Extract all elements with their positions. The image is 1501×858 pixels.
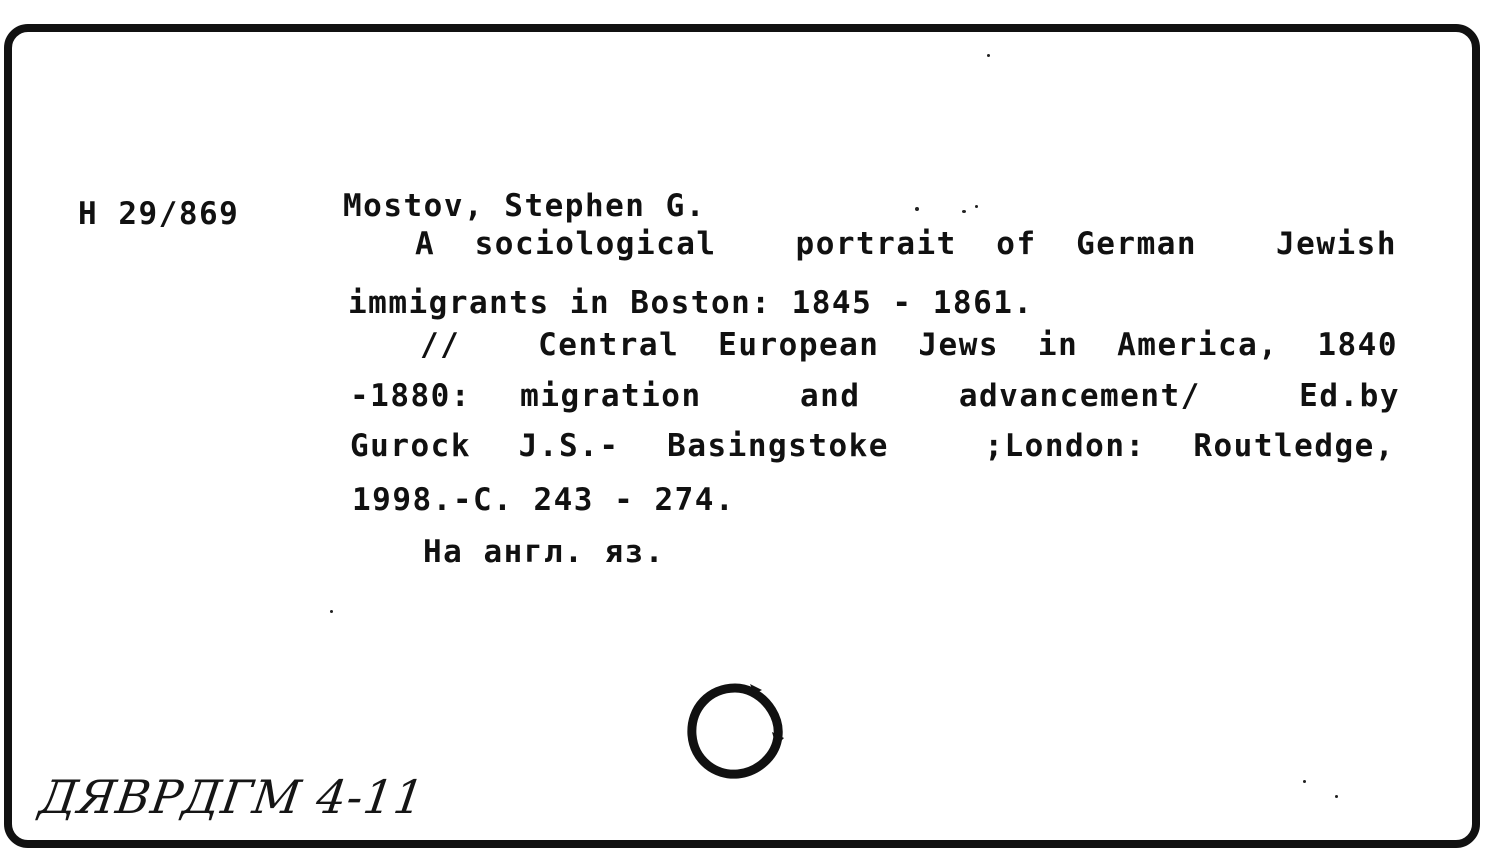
dust-speck <box>330 610 333 613</box>
dust-speck <box>1303 780 1306 783</box>
title-line-2: immigrants in Boston: 1845 - 1861. <box>348 285 1034 321</box>
dust-speck <box>975 205 978 208</box>
source-line-3: Gurock J.S.- Basingstoke ;London: Routledge, <box>350 428 1395 464</box>
language-note: На англ. яз. <box>423 534 665 570</box>
title-line-1: A sociological portrait of German Jewish <box>415 226 1397 262</box>
dust-speck <box>915 207 919 211</box>
source-line-1: // Central European Jews in America, 1840 <box>420 327 1398 363</box>
dust-speck <box>962 210 966 213</box>
author-name: Mostov, Stephen G. <box>343 188 706 224</box>
call-number: H 29/869 <box>78 196 240 232</box>
punch-hole-icon <box>680 680 790 790</box>
source-line-4: 1998.-C. 243 - 274. <box>352 482 736 518</box>
handwritten-code: ДЯВРДГМ 4-11 <box>36 770 429 824</box>
source-line-2: -1880: migration and advancement/ Ed.by <box>350 378 1400 414</box>
dust-speck <box>1335 795 1338 798</box>
dust-speck <box>987 54 990 57</box>
